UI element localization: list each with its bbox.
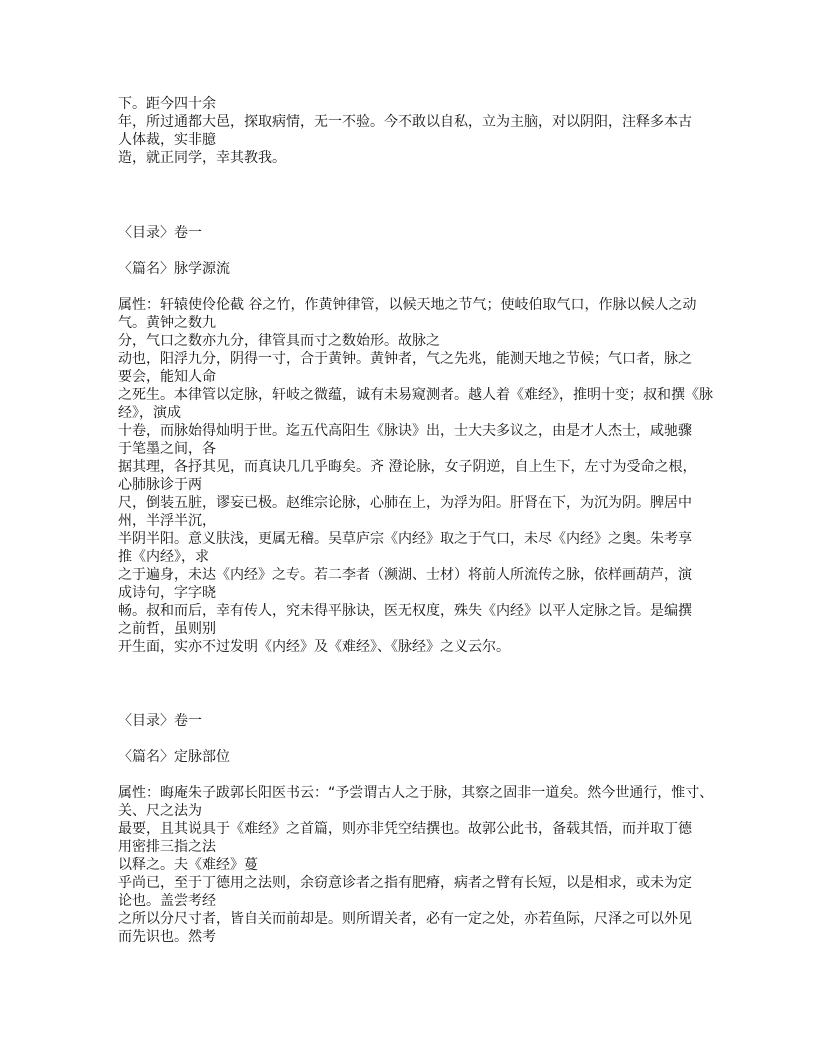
text-line: 要会，能知人命 [118,369,216,385]
intro-paragraph [118,95,708,167]
text-line: 关、尺之法为 [118,803,202,819]
text-line: 于笔墨之间，各 [118,441,216,457]
text-line: 十卷，而脉始得灿明于世。迄五代高阳生《脉诀》出，士大夫多议之，由是才人杰士，咸驰骤 [118,423,692,439]
text-line: 之所以分尺寸者，皆自关而前却是。则所谓关者，必有一定之处，亦若鱼际，尺泽之可以外见 [118,911,692,927]
section-1-title: 〈篇名〉脉学源流 [118,261,230,277]
text-line: 而先识也。然考 [118,929,216,945]
text-line: 人体裁，实非臆 [118,132,216,148]
text-line: 乎尚已，至于丁德用之法则，余窃意诊者之指有肥瘠，病者之臂有长短，以是相求，或未为定 [118,875,692,891]
section-2-catalog: 〈目录〉卷一 [118,713,202,729]
text-line: 分，气口之数亦九分，律管具而寸之数始形。故脉之 [118,333,440,349]
text-line: 属性：晦庵朱子跋郭长阳医书云：“予尝谓古人之于脉，其察之固非一道矣。然今世通行，惟寸、 [118,785,714,801]
text-line: 以释之。夫《难经》蔓 [118,857,258,873]
text-line: 畅。叔和而后，幸有传人，究未得平脉诀，医无权度，殊失《内经》以平人定脉之旨。是编撰 [118,603,692,619]
text-line: 用密排三指之法 [118,839,216,855]
text-line: 开生面，实亦不过发明《内经》及《难经》、《脉经》之义云尔。 [118,639,510,655]
text-line: 经》，演成 [118,405,181,421]
section-2-body [118,784,714,946]
text-line: 气。黄钟之数九 [118,315,216,331]
text-line: 最要，且其说具于《难经》之首篇，则亦非凭空结撰也。故郭公此书，备载其悟，而并取丁德 [118,821,692,837]
text-line: 尺，倒装五脏，谬妄已极。赵维宗论脉，心肺在上，为浮为阳。肝肾在下，为沉为阴。脾居中 [118,495,692,511]
section-2-title: 〈篇名〉定脉部位 [118,749,230,765]
text-line: 下。距今四十余 [118,96,216,112]
text-line: 推《内经》，求 [118,549,209,565]
text-line: 心肺脉诊于两 [118,477,202,493]
text-line: 据其理，各抒其见，而真诀几几乎晦矣。齐 澄论脉，女子阴逆，自上生下，左寸为受命之根， [118,459,697,475]
section-1-body [118,296,713,656]
text-line: 之死生。本律管以定脉，轩岐之微蕴，诚有未易窥测者。越人着《难经》，推明十变；叔和撰《脉 [118,387,713,403]
text-line: 州，半浮半沉， [118,513,216,529]
text-line: 之于遍身，未达《内经》之专。若二李者（濒湖、士材）将前人所流传之脉，依样画葫芦，演 [118,567,692,583]
text-line: 属性：轩辕使伶伦截 谷之竹，作黄钟律管，以候天地之节气；使岐伯取气口，作脉以候人之动 [118,297,697,313]
text-line: 半阴半阳。意义肤浅，更属无稽。吴草庐宗《内经》取之于气口，未尽《内经》之奥。朱考享 [118,531,692,547]
text-line: 成诗句，字字晓 [118,585,216,601]
text-line: 动也，阳浮九分，阴得一寸，合于黄钟。黄钟者，气之先兆，能测天地之节候；气口者，脉之 [118,351,692,367]
text-line: 之前哲，虽则别 [118,621,216,637]
section-1-catalog: 〈目录〉卷一 [118,225,202,241]
text-line: 论也。盖尝考经 [118,893,216,909]
text-line: 年，所过通都大邑，探取病情，无一不验。今不敢以自私，立为主脑，对以阴阳，注释多本古 [118,114,692,130]
text-line: 造，就正同学，幸其教我。 [118,150,286,166]
